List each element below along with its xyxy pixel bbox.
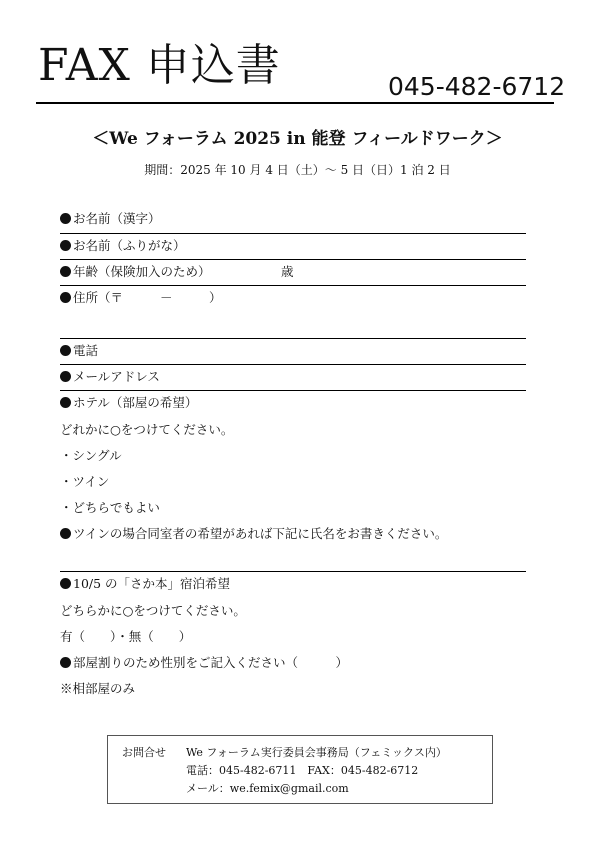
contact-org: We フォーラム実行委員会事務局（フェミックス内） — [186, 746, 447, 759]
contact-email[interactable]: メール：we.femix@gmail.com — [186, 782, 349, 795]
sakamoto-separator: ・ — [116, 629, 129, 644]
sakamoto-yes-option[interactable]: 有（ ） — [60, 629, 117, 644]
fax-number: 045-482-6712 — [388, 72, 566, 101]
row-divider — [60, 390, 526, 391]
sakamoto-choice — [60, 631, 191, 644]
sakamoto-instruction: どちらかに○をつけてください。 — [60, 603, 246, 618]
page-title: FAX 申込書 — [38, 40, 281, 91]
name-kana-label: お名前（ふりがな） — [73, 238, 186, 253]
row-divider — [60, 285, 526, 286]
row-divider — [60, 233, 526, 234]
gender-label: 部屋割りのため性別をご記入ください（ ） — [73, 655, 349, 670]
phone-label: 電話 — [73, 343, 99, 358]
bullet-icon — [60, 528, 71, 539]
roommate-field[interactable] — [60, 528, 447, 541]
email-label: メールアドレス — [73, 369, 160, 384]
hotel-option-either[interactable]: ・どちらでもよい — [60, 500, 160, 515]
row-divider — [60, 571, 526, 572]
age-field[interactable] — [60, 266, 211, 279]
address-field[interactable] — [60, 292, 123, 305]
hotel-instruction: どれかに○をつけてください。 — [60, 422, 234, 437]
hotel-heading-label: ホテル（部屋の希望） — [73, 395, 198, 410]
postal-close: ） — [209, 290, 222, 305]
title-divider — [36, 102, 554, 104]
contact-phones: 電話：045-482-6711 FAX：045-482-6712 — [186, 764, 419, 777]
address-label: 住所（〒 — [73, 290, 124, 305]
name-kanji-label: お名前（漢字） — [73, 211, 161, 226]
row-divider — [60, 364, 526, 365]
hotel-option-single[interactable]: ・シングル — [60, 448, 122, 463]
bullet-icon — [60, 240, 71, 251]
age-label: 年齢（保険加入のため） — [73, 264, 211, 279]
postal-dash: － — [160, 290, 173, 305]
email-field[interactable] — [60, 371, 160, 384]
bullet-icon — [60, 345, 71, 356]
row-divider — [60, 259, 526, 260]
contact-label: お問合せ — [122, 746, 166, 759]
shared-room-note: ※相部屋のみ — [60, 681, 136, 696]
sakamoto-no-option[interactable]: 無（ ） — [128, 629, 192, 644]
hotel-heading — [60, 397, 197, 410]
name-kana-field[interactable] — [60, 240, 186, 253]
sakamoto-heading-label: 10/5 の「さか本」宿泊希望 — [73, 576, 231, 591]
age-unit: 歳 — [281, 264, 294, 279]
bullet-icon — [60, 292, 71, 303]
row-divider — [60, 338, 526, 339]
bullet-icon — [60, 657, 71, 668]
phone-field[interactable] — [60, 345, 98, 358]
event-title: ＜We フォーラム 2025 in 能登 フィールドワーク＞ — [92, 129, 503, 149]
contact-box — [107, 735, 493, 804]
bullet-icon — [60, 213, 71, 224]
bullet-icon — [60, 578, 71, 589]
gender-field[interactable] — [60, 657, 348, 670]
bullet-icon — [60, 397, 71, 408]
roommate-label: ツインの場合同室者の希望があれば下記に氏名をお書きください。 — [73, 526, 448, 541]
bullet-icon — [60, 266, 71, 277]
name-kanji-field[interactable] — [60, 213, 161, 226]
hotel-option-twin[interactable]: ・ツイン — [60, 474, 110, 489]
sakamoto-heading — [60, 578, 230, 591]
event-dates: 期間：2025 年 10 月 4 日（土）～ 5 日（日）1 泊 2 日 — [144, 163, 451, 177]
bullet-icon — [60, 371, 71, 382]
